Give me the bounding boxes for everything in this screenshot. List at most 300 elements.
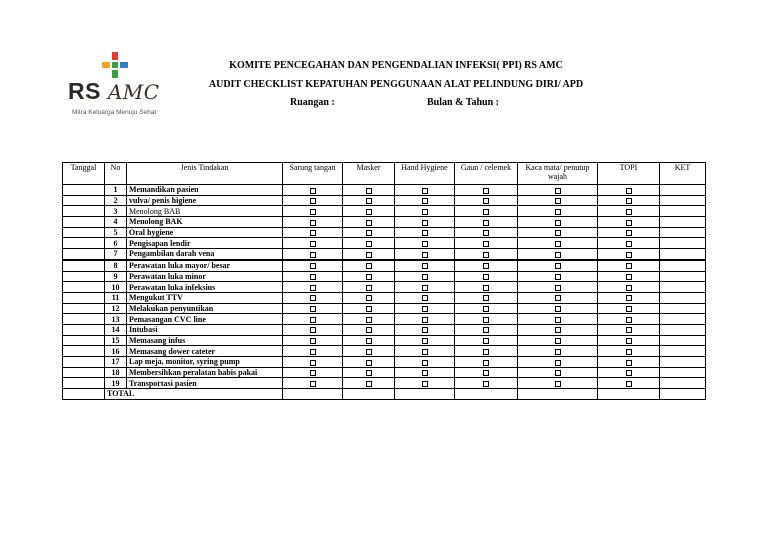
tanggal-cell[interactable] — [63, 367, 105, 378]
checkbox[interactable] — [422, 209, 428, 215]
checkbox[interactable] — [626, 209, 632, 215]
checkbox[interactable] — [626, 252, 632, 258]
header-masker: Masker — [343, 163, 395, 185]
row-number: 2 — [105, 195, 127, 206]
checkbox[interactable] — [483, 198, 489, 204]
masker-check-cell — [343, 335, 395, 346]
ket-cell[interactable] — [660, 238, 706, 249]
checkbox[interactable] — [366, 188, 372, 194]
kaca-check-cell — [518, 238, 598, 249]
action-name: Memasang infus — [127, 335, 283, 346]
ket-cell[interactable] — [660, 335, 706, 346]
header-gaun: Gaun / celemek — [455, 163, 518, 185]
gaun-check-cell — [455, 282, 518, 293]
tanggal-cell[interactable] — [63, 185, 105, 196]
checkbox[interactable] — [366, 327, 372, 333]
checkbox[interactable] — [366, 230, 372, 236]
checkbox[interactable] — [422, 220, 428, 226]
checkbox[interactable] — [626, 349, 632, 355]
total-gaun-cell[interactable] — [455, 389, 518, 400]
checkbox[interactable] — [626, 338, 632, 344]
total-kaca-cell[interactable] — [518, 389, 598, 400]
ket-cell[interactable] — [660, 185, 706, 196]
checkbox[interactable] — [422, 349, 428, 355]
total-tanggal-cell[interactable] — [63, 389, 105, 400]
kaca-check-cell — [518, 282, 598, 293]
total-masker-cell[interactable] — [343, 389, 395, 400]
checkbox[interactable] — [366, 220, 372, 226]
checkbox[interactable] — [422, 306, 428, 312]
action-name: Pengambilan darah vena — [127, 249, 283, 260]
checkbox[interactable] — [422, 295, 428, 301]
kaca-check-cell — [518, 378, 598, 389]
checkbox[interactable] — [422, 230, 428, 236]
checkbox[interactable] — [310, 381, 316, 387]
checkbox[interactable] — [366, 381, 372, 387]
header-ket: KET — [660, 163, 706, 185]
masker-check-cell — [343, 303, 395, 314]
table-row — [63, 367, 706, 378]
kaca-check-cell — [518, 346, 598, 357]
header-hand-hygiene: Hand Hygiene — [395, 163, 455, 185]
checkbox[interactable] — [483, 188, 489, 194]
checkbox[interactable] — [555, 230, 561, 236]
gaun-check-cell — [455, 185, 518, 196]
room-label: Ruangan : — [290, 97, 335, 108]
kaca-check-cell — [518, 367, 598, 378]
checkbox[interactable] — [422, 188, 428, 194]
checkbox[interactable] — [483, 338, 489, 344]
topi-check-cell — [598, 238, 660, 249]
checkbox[interactable] — [626, 230, 632, 236]
sarung-check-cell — [283, 271, 343, 282]
checkbox[interactable] — [366, 241, 372, 247]
header-topi: TOPI — [598, 163, 660, 185]
masker-check-cell — [343, 271, 395, 282]
checkbox[interactable] — [626, 263, 632, 269]
masker-check-cell — [343, 238, 395, 249]
checkbox[interactable] — [310, 274, 316, 280]
checkbox[interactable] — [483, 306, 489, 312]
gaun-check-cell — [455, 346, 518, 357]
row-number: 8 — [105, 260, 127, 271]
tanggal-cell[interactable] — [63, 195, 105, 206]
checkbox[interactable] — [366, 263, 372, 269]
checkbox[interactable] — [422, 327, 428, 333]
ket-cell[interactable] — [660, 271, 706, 282]
sarung-check-cell — [283, 378, 343, 389]
kaca-check-cell — [518, 335, 598, 346]
tanggal-cell[interactable] — [63, 292, 105, 303]
checkbox[interactable] — [626, 295, 632, 301]
checkbox[interactable] — [483, 327, 489, 333]
checkbox[interactable] — [310, 349, 316, 355]
checkbox[interactable] — [555, 252, 561, 258]
table-row — [63, 282, 706, 293]
checkbox[interactable] — [366, 295, 372, 301]
kaca-check-cell — [518, 249, 598, 260]
checkbox[interactable] — [483, 381, 489, 387]
checkbox[interactable] — [555, 338, 561, 344]
sarung-check-cell — [283, 206, 343, 217]
topi-check-cell — [598, 260, 660, 271]
gaun-check-cell — [455, 378, 518, 389]
topi-check-cell — [598, 249, 660, 260]
topi-check-cell — [598, 185, 660, 196]
sarung-check-cell — [283, 185, 343, 196]
ket-cell[interactable] — [660, 260, 706, 271]
action-name: Membersihkan peralatan habis pakai — [127, 367, 283, 378]
tanggal-cell[interactable] — [63, 227, 105, 238]
checkbox[interactable] — [310, 198, 316, 204]
ket-cell[interactable] — [660, 314, 706, 325]
sarung-check-cell — [283, 260, 343, 271]
ket-cell[interactable] — [660, 292, 706, 303]
checkbox[interactable] — [366, 338, 372, 344]
action-name: Pengisapan lendir — [127, 238, 283, 249]
checkbox[interactable] — [483, 230, 489, 236]
sarung-check-cell — [283, 335, 343, 346]
row-number: 3 — [105, 206, 127, 217]
sarung-check-cell — [283, 314, 343, 325]
checkbox[interactable] — [555, 220, 561, 226]
row-number: 19 — [105, 378, 127, 389]
checkbox[interactable] — [626, 188, 632, 194]
table-row — [63, 357, 706, 368]
masker-check-cell — [343, 260, 395, 271]
masker-check-cell — [343, 292, 395, 303]
sarung-check-cell — [283, 346, 343, 357]
checkbox[interactable] — [483, 220, 489, 226]
tanggal-cell[interactable] — [63, 249, 105, 260]
ket-cell[interactable] — [660, 357, 706, 368]
tanggal-cell[interactable] — [63, 378, 105, 389]
checkbox[interactable] — [422, 360, 428, 366]
hand-check-cell — [395, 271, 455, 282]
hospital-logo — [66, 52, 176, 122]
checkbox[interactable] — [626, 370, 632, 376]
checkbox[interactable] — [366, 360, 372, 366]
logo-tagline: Mitra Keluarga Menuju Sehat — [72, 109, 157, 116]
action-name: Melakukan penyuntikan — [127, 303, 283, 314]
ket-cell[interactable] — [660, 227, 706, 238]
hand-check-cell — [395, 282, 455, 293]
checkbox[interactable] — [483, 295, 489, 301]
total-hand-cell[interactable] — [395, 389, 455, 400]
checkbox[interactable] — [626, 241, 632, 247]
checkbox[interactable] — [366, 252, 372, 258]
checkbox[interactable] — [366, 198, 372, 204]
tanggal-cell[interactable] — [63, 282, 105, 293]
checkbox[interactable] — [422, 381, 428, 387]
checkbox[interactable] — [483, 252, 489, 258]
checkbox[interactable] — [310, 285, 316, 291]
hand-check-cell — [395, 357, 455, 368]
checkbox[interactable] — [422, 252, 428, 258]
ket-cell[interactable] — [660, 324, 706, 335]
action-name: Memandikan pasien — [127, 185, 283, 196]
topi-check-cell — [598, 271, 660, 282]
ket-cell[interactable] — [660, 303, 706, 314]
topi-check-cell — [598, 217, 660, 228]
checkbox[interactable] — [422, 274, 428, 280]
checkbox[interactable] — [422, 338, 428, 344]
table-row — [63, 227, 706, 238]
row-number: 15 — [105, 335, 127, 346]
header-tanggal: Tanggal — [63, 163, 105, 185]
checkbox[interactable] — [310, 241, 316, 247]
hand-check-cell — [395, 367, 455, 378]
checkbox[interactable] — [310, 370, 316, 376]
row-number: 13 — [105, 314, 127, 325]
kaca-check-cell — [518, 292, 598, 303]
tanggal-cell[interactable] — [63, 238, 105, 249]
checkbox[interactable] — [422, 198, 428, 204]
ket-cell[interactable] — [660, 367, 706, 378]
checkbox[interactable] — [422, 241, 428, 247]
action-name: Pemasangan CVC line — [127, 314, 283, 325]
checkbox[interactable] — [626, 220, 632, 226]
hand-check-cell — [395, 335, 455, 346]
checkbox[interactable] — [555, 263, 561, 269]
header-sarung-tangan: Sarung tangan — [283, 163, 343, 185]
topi-check-cell — [598, 346, 660, 357]
checkbox[interactable] — [366, 274, 372, 280]
checkbox[interactable] — [555, 274, 561, 280]
tanggal-cell[interactable] — [63, 324, 105, 335]
action-name: Mengukut TTV — [127, 292, 283, 303]
checkbox[interactable] — [626, 306, 632, 312]
checkbox[interactable] — [310, 209, 316, 215]
hand-check-cell — [395, 227, 455, 238]
checkbox[interactable] — [555, 241, 561, 247]
gaun-check-cell — [455, 324, 518, 335]
total-sarung-cell[interactable] — [283, 389, 343, 400]
checkbox[interactable] — [555, 370, 561, 376]
checkbox[interactable] — [422, 317, 428, 323]
checkbox[interactable] — [483, 370, 489, 376]
checkbox[interactable] — [555, 349, 561, 355]
row-number: 7 — [105, 249, 127, 260]
ket-cell[interactable] — [660, 217, 706, 228]
table-row — [63, 335, 706, 346]
gaun-check-cell — [455, 217, 518, 228]
header-jenis-tindakan: Jenis Tindakan — [127, 163, 283, 185]
checkbox[interactable] — [483, 349, 489, 355]
checkbox[interactable] — [366, 317, 372, 323]
checkbox[interactable] — [555, 317, 561, 323]
checkbox[interactable] — [555, 327, 561, 333]
topi-check-cell — [598, 303, 660, 314]
checkbox[interactable] — [310, 360, 316, 366]
checkbox[interactable] — [626, 381, 632, 387]
sarung-check-cell — [283, 324, 343, 335]
hand-check-cell — [395, 314, 455, 325]
checkbox[interactable] — [310, 252, 316, 258]
sarung-check-cell — [283, 195, 343, 206]
ket-cell[interactable] — [660, 378, 706, 389]
gaun-check-cell — [455, 335, 518, 346]
action-name: Intubasi — [127, 324, 283, 335]
sarung-check-cell — [283, 303, 343, 314]
tanggal-cell[interactable] — [63, 357, 105, 368]
gaun-check-cell — [455, 367, 518, 378]
gaun-check-cell — [455, 271, 518, 282]
checkbox[interactable] — [422, 285, 428, 291]
table-row — [63, 195, 706, 206]
logo-brand-script: AMC — [107, 80, 160, 104]
row-number: 14 — [105, 324, 127, 335]
tanggal-cell[interactable] — [63, 314, 105, 325]
masker-check-cell — [343, 324, 395, 335]
row-number: 9 — [105, 271, 127, 282]
tanggal-cell[interactable] — [63, 260, 105, 271]
total-topi-cell[interactable] — [598, 389, 660, 400]
table-row — [63, 292, 706, 303]
checkbox[interactable] — [422, 370, 428, 376]
ket-cell[interactable] — [660, 206, 706, 217]
checkbox[interactable] — [366, 209, 372, 215]
checkbox[interactable] — [310, 263, 316, 269]
checkbox[interactable] — [626, 274, 632, 280]
gaun-check-cell — [455, 249, 518, 260]
ket-cell[interactable] — [660, 346, 706, 357]
sarung-check-cell — [283, 227, 343, 238]
kaca-check-cell — [518, 185, 598, 196]
table-header-row — [63, 163, 706, 185]
masker-check-cell — [343, 282, 395, 293]
checkbox[interactable] — [555, 295, 561, 301]
table-row — [63, 260, 706, 271]
checkbox[interactable] — [310, 327, 316, 333]
tanggal-cell[interactable] — [63, 217, 105, 228]
checkbox[interactable] — [310, 220, 316, 226]
checkbox[interactable] — [555, 360, 561, 366]
checkbox[interactable] — [626, 360, 632, 366]
topi-check-cell — [598, 357, 660, 368]
kaca-check-cell — [518, 227, 598, 238]
sarung-check-cell — [283, 238, 343, 249]
checkbox[interactable] — [626, 327, 632, 333]
topi-check-cell — [598, 206, 660, 217]
kaca-check-cell — [518, 260, 598, 271]
table-row — [63, 271, 706, 282]
hand-check-cell — [395, 303, 455, 314]
checkbox[interactable] — [483, 241, 489, 247]
table-row — [63, 185, 706, 196]
checkbox[interactable] — [555, 285, 561, 291]
tanggal-cell[interactable] — [63, 335, 105, 346]
row-number: 6 — [105, 238, 127, 249]
topi-check-cell — [598, 314, 660, 325]
sarung-check-cell — [283, 367, 343, 378]
checkbox[interactable] — [310, 338, 316, 344]
action-name: Oral hygiene — [127, 227, 283, 238]
checkbox[interactable] — [555, 198, 561, 204]
checkbox[interactable] — [310, 306, 316, 312]
kaca-check-cell — [518, 217, 598, 228]
ket-cell[interactable] — [660, 282, 706, 293]
checkbox[interactable] — [555, 381, 561, 387]
tanggal-cell[interactable] — [63, 346, 105, 357]
checkbox[interactable] — [310, 295, 316, 301]
checkbox[interactable] — [366, 306, 372, 312]
topi-check-cell — [598, 195, 660, 206]
hand-check-cell — [395, 217, 455, 228]
checkbox[interactable] — [483, 360, 489, 366]
checkbox[interactable] — [310, 230, 316, 236]
masker-check-cell — [343, 346, 395, 357]
gaun-check-cell — [455, 357, 518, 368]
checkbox[interactable] — [310, 188, 316, 194]
checkbox[interactable] — [626, 285, 632, 291]
row-number: 18 — [105, 367, 127, 378]
masker-check-cell — [343, 378, 395, 389]
action-name: Perawatan luka infeksius — [127, 282, 283, 293]
checkbox[interactable] — [626, 198, 632, 204]
masker-check-cell — [343, 249, 395, 260]
topi-check-cell — [598, 378, 660, 389]
row-number: 1 — [105, 185, 127, 196]
action-name: Transportasi pasien — [127, 378, 283, 389]
checkbox[interactable] — [366, 285, 372, 291]
checkbox[interactable] — [555, 188, 561, 194]
checkbox[interactable] — [483, 285, 489, 291]
checkbox[interactable] — [366, 370, 372, 376]
checkbox[interactable] — [483, 317, 489, 323]
checkbox[interactable] — [555, 306, 561, 312]
sarung-check-cell — [283, 292, 343, 303]
action-name: Lap meja, monitor, syring pump — [127, 357, 283, 368]
hand-check-cell — [395, 346, 455, 357]
table-row — [63, 303, 706, 314]
checkbox[interactable] — [422, 263, 428, 269]
masker-check-cell — [343, 367, 395, 378]
total-ket-cell[interactable] — [660, 389, 706, 400]
hand-check-cell — [395, 185, 455, 196]
hand-check-cell — [395, 378, 455, 389]
gaun-check-cell — [455, 206, 518, 217]
checkbox[interactable] — [483, 209, 489, 215]
kaca-check-cell — [518, 271, 598, 282]
checkbox[interactable] — [555, 209, 561, 215]
ket-cell[interactable] — [660, 195, 706, 206]
masker-check-cell — [343, 227, 395, 238]
hand-check-cell — [395, 206, 455, 217]
masker-check-cell — [343, 206, 395, 217]
table-row — [63, 378, 706, 389]
tanggal-cell[interactable] — [63, 271, 105, 282]
table-row — [63, 324, 706, 335]
row-number: 5 — [105, 227, 127, 238]
tanggal-cell[interactable] — [63, 206, 105, 217]
table-row — [63, 346, 706, 357]
checkbox[interactable] — [483, 263, 489, 269]
row-number: 16 — [105, 346, 127, 357]
masker-check-cell — [343, 217, 395, 228]
checkbox[interactable] — [483, 274, 489, 280]
table-row — [63, 217, 706, 228]
tanggal-cell[interactable] — [63, 303, 105, 314]
ket-cell[interactable] — [660, 249, 706, 260]
checkbox[interactable] — [366, 349, 372, 355]
checkbox[interactable] — [626, 317, 632, 323]
sarung-check-cell — [283, 282, 343, 293]
hand-check-cell — [395, 249, 455, 260]
checkbox[interactable] — [310, 317, 316, 323]
row-number: 17 — [105, 357, 127, 368]
gaun-check-cell — [455, 227, 518, 238]
